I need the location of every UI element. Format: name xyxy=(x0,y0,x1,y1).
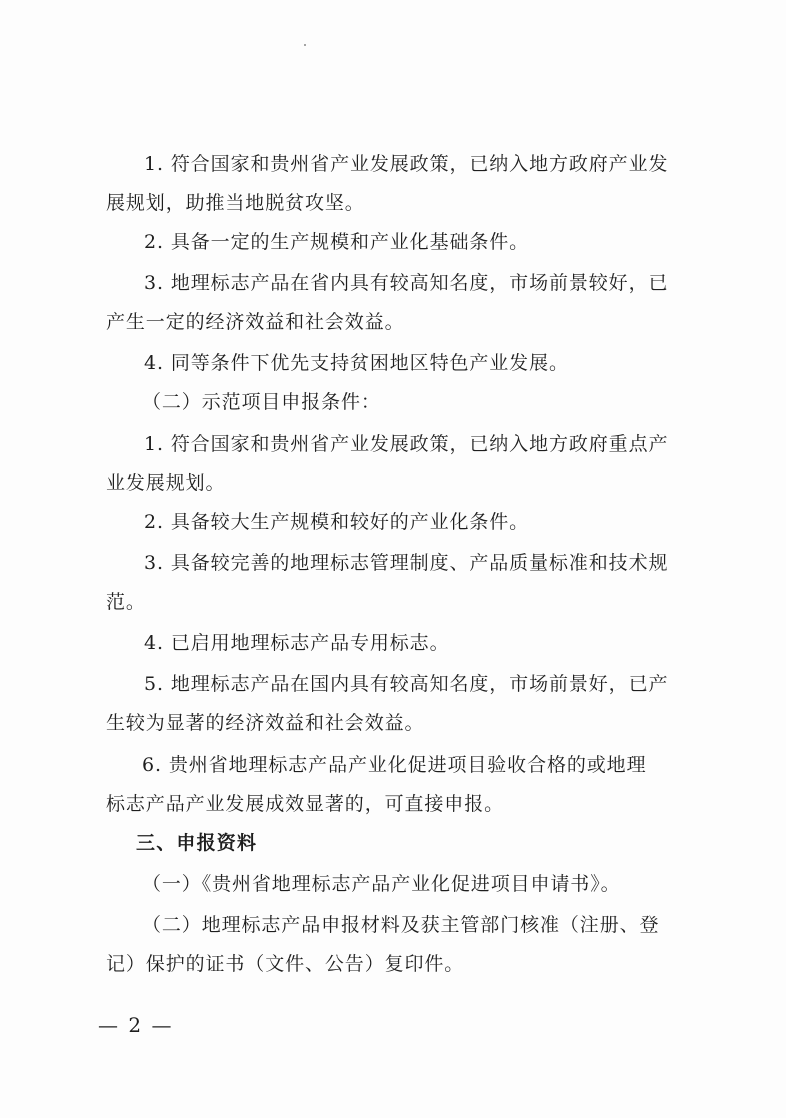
text-line-10: 2. 具备较大生产规模和较好的产业化条件。 xyxy=(144,511,530,533)
text-line-12: 范。 xyxy=(106,591,146,613)
text-line-5: 产生一定的经济效益和社会效益。 xyxy=(106,311,405,333)
section-heading: 三、申报资料 xyxy=(136,832,258,854)
text-line-21: 记）保护的证书（文件、公告）复印件。 xyxy=(106,953,465,975)
text-line-11: 3. 具备较完善的地理标志管理制度、产品质量标准和技术规 xyxy=(144,552,669,574)
text-line-19: （一）《贵州省地理标志产品产业化促进项目申请书》。 xyxy=(142,873,621,895)
text-line-15: 生较为显著的经济效益和社会效益。 xyxy=(106,712,425,734)
text-line-1: 1. 符合国家和贵州省产业发展政策，已纳入地方政府产业发 xyxy=(144,153,669,175)
page-number: — 2 — xyxy=(98,1013,174,1037)
text-line-4: 3. 地理标志产品在省内具有较高知名度，市场前景较好，已 xyxy=(144,272,669,294)
text-line-13: 4. 已启用地理标志产品专用标志。 xyxy=(144,632,450,654)
text-line-14: 5. 地理标志产品在国内具有较高知名度，市场前景好，已产 xyxy=(144,673,669,695)
text-line-16: 6. 贵州省地理标志产品产业化促进项目验收合格的或地理 xyxy=(142,754,647,776)
text-line-3: 2. 具备一定的生产规模和产业化基础条件。 xyxy=(144,231,530,253)
text-line-7: （二）示范项目申报条件： xyxy=(142,391,381,413)
text-line-8: 1. 符合国家和贵州省产业发展政策，已纳入地方政府重点产 xyxy=(144,433,669,455)
text-line-20: （二）地理标志产品申报材料及获主管部门核准（注册、登 xyxy=(142,914,660,936)
text-line-2: 展规划，助推当地脱贫攻坚。 xyxy=(106,192,365,214)
scan-speck xyxy=(304,44,306,46)
text-line-6: 4. 同等条件下优先支持贫困地区特色产业发展。 xyxy=(144,352,569,374)
text-line-9: 业发展规划。 xyxy=(106,472,226,494)
text-line-17: 标志产品产业发展成效显著的，可直接申报。 xyxy=(106,793,505,815)
